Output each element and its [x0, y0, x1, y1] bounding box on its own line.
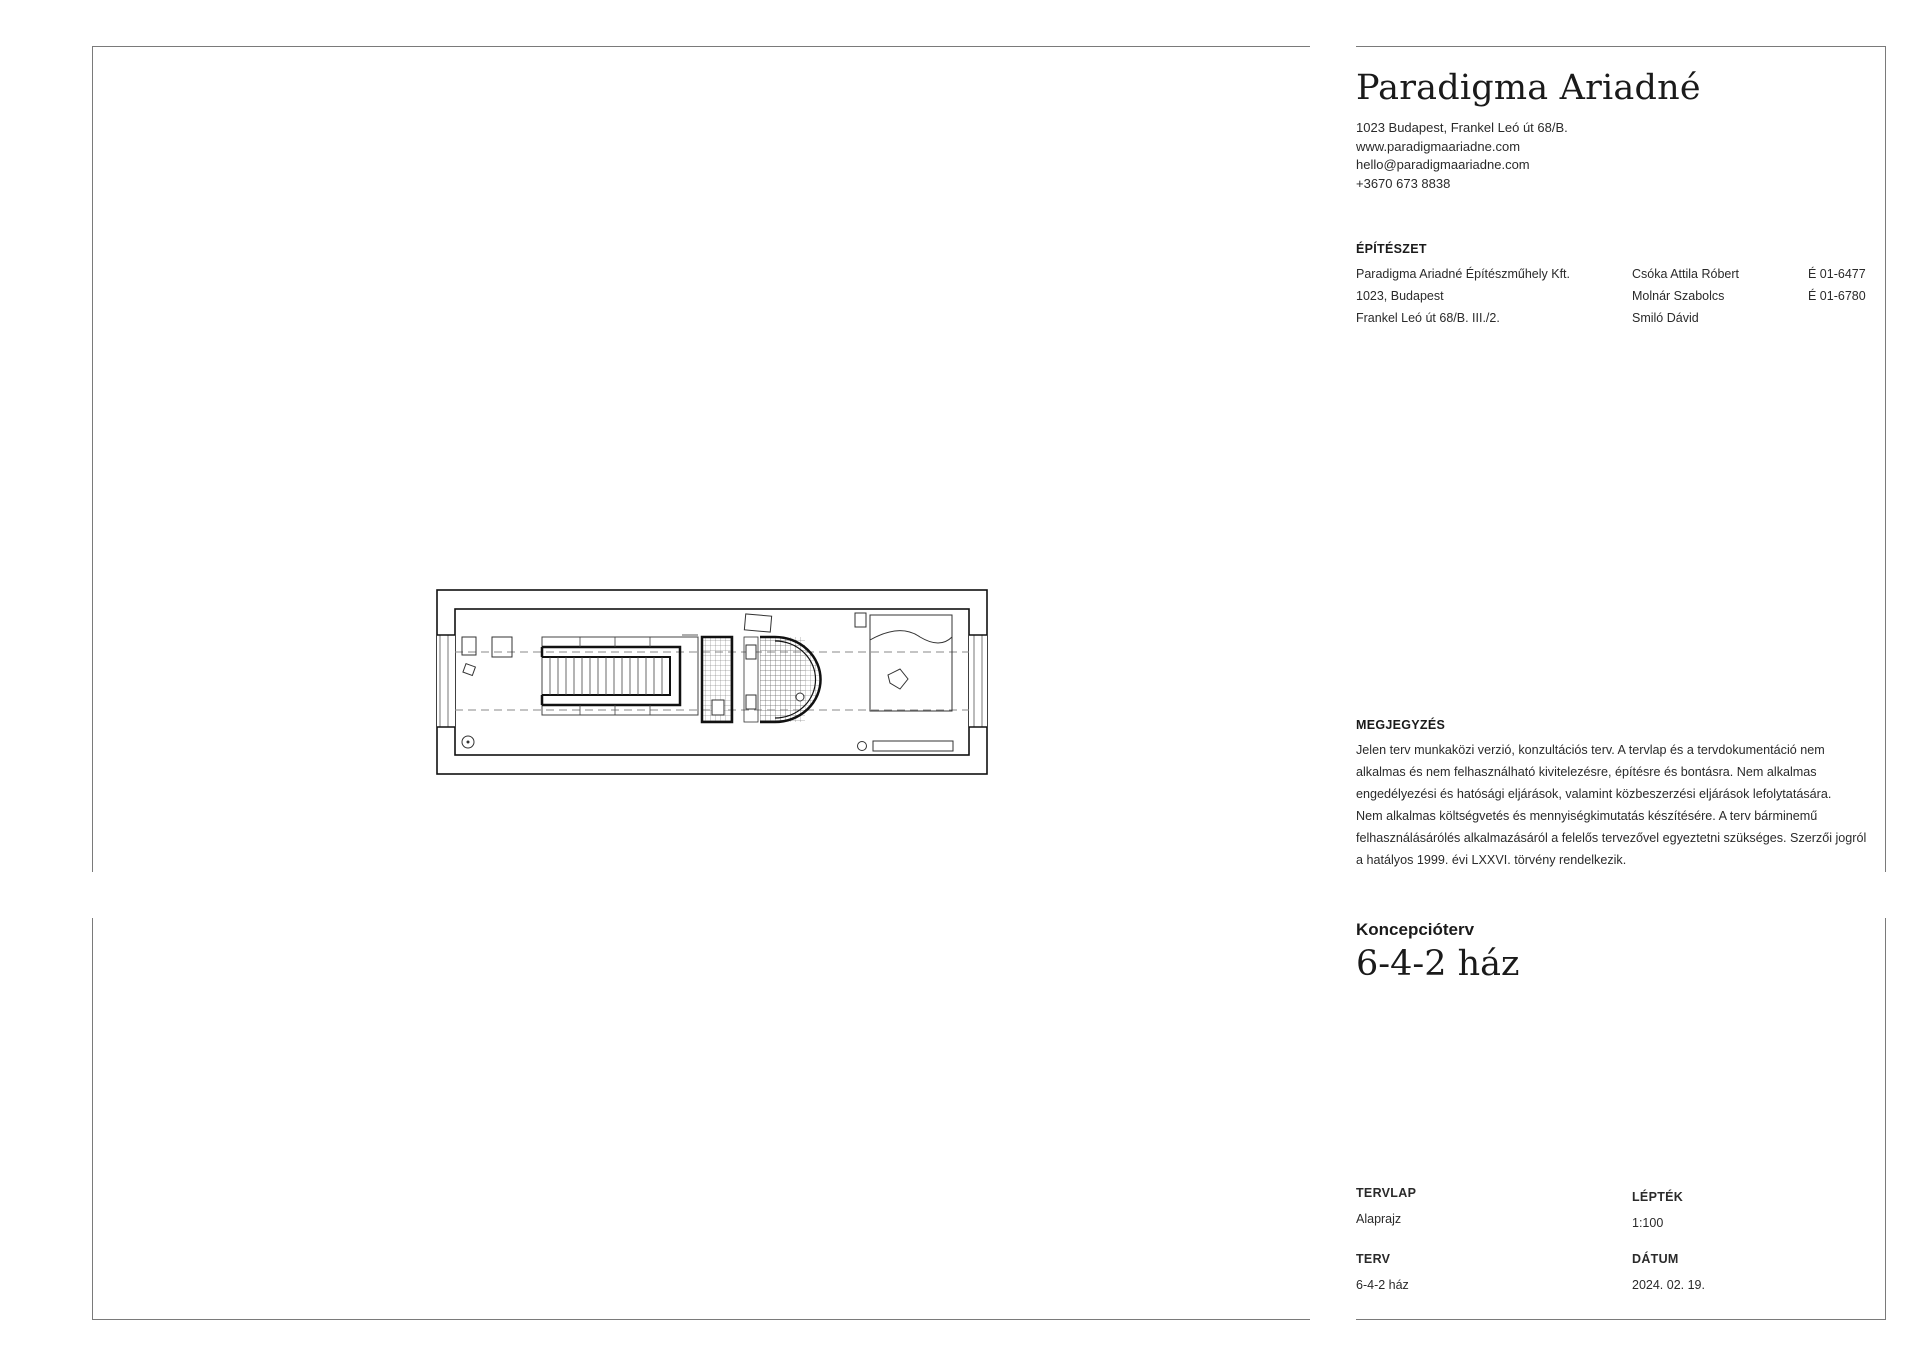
frame-bottom-left: [92, 1319, 1310, 1320]
scale-value: 1:100: [1632, 1216, 1664, 1230]
frame-top-left: [92, 46, 1310, 47]
note-text: [1356, 739, 1886, 871]
note-line: Jelen terv munkaközi verzió, konzultációs terv. A tervlap és a tervdokumentáció nem: [1356, 743, 1825, 757]
scale-label: LÉPTÉK: [1632, 1190, 1684, 1204]
office-contact: [1356, 119, 1886, 193]
company-line-1: Paradigma Ariadné Építészműhely Kft.: [1356, 267, 1571, 281]
note-line: engedélyezési és hatósági eljárások, valamint közbeszerzési eljárások lefolytatására.: [1356, 787, 1832, 801]
architect-license-1: É 01-6477: [1808, 267, 1866, 281]
note-line: Nem alkalmas költségvetés és mennyiségkimutatás készítésére. A terv bárminemű: [1356, 809, 1818, 823]
company-line-2: 1023, Budapest: [1356, 289, 1444, 303]
date-label: DÁTUM: [1632, 1252, 1679, 1266]
office-phone: +3670 673 8838: [1356, 175, 1451, 191]
architect-name-2: Molnár Szabolcs: [1632, 289, 1725, 303]
project-phase: Koncepcióterv: [1356, 920, 1475, 939]
frame-left-upper: [92, 46, 93, 872]
frame-bottom-right: [1356, 1319, 1886, 1320]
architect-name-3: Smiló Dávid: [1632, 311, 1699, 325]
note-line: felhasználásárólés alkalmazásáról a felelős tervezővel egyeztetni szükséges. Szerzői jogról: [1356, 831, 1867, 845]
plan-label: TERV: [1356, 1252, 1391, 1266]
date-value: 2024. 02. 19.: [1632, 1278, 1705, 1292]
sheet-label: TERVLAP: [1356, 1186, 1417, 1200]
floor-plan: [430, 585, 1000, 780]
sheet-value: Alaprajz: [1356, 1212, 1402, 1226]
frame-top-right: [1356, 46, 1886, 47]
architect-name-1: Csóka Attila Róbert: [1632, 267, 1739, 281]
office-address: 1023 Budapest, Frankel Leó út 68/B.: [1356, 120, 1568, 135]
note-heading: MEGJEGYZÉS: [1356, 718, 1446, 732]
project-title: 6-4-2 ház: [1356, 944, 1520, 984]
company-line-3: Frankel Leó út 68/B. III./2.: [1356, 311, 1500, 325]
office-web: www.paradigmaariadne.com: [1356, 138, 1521, 154]
note-line: a hatályos 1999. évi LXXVI. törvény rendelkezik.: [1356, 853, 1627, 867]
office-email: hello@paradigmaariadne.com: [1356, 157, 1530, 172]
note-line: alkalmas és nem felhasználható kivitelezésre, építésre és bontásra. Nem alkalmas: [1356, 765, 1817, 779]
architecture-heading: ÉPÍTÉSZET: [1356, 242, 1427, 256]
frame-left-lower: [92, 918, 93, 1320]
architect-license-2: É 01-6780: [1808, 289, 1866, 303]
plan-value: 6-4-2 ház: [1356, 1278, 1409, 1292]
office-name: Paradigma Ariadné: [1356, 68, 1701, 108]
